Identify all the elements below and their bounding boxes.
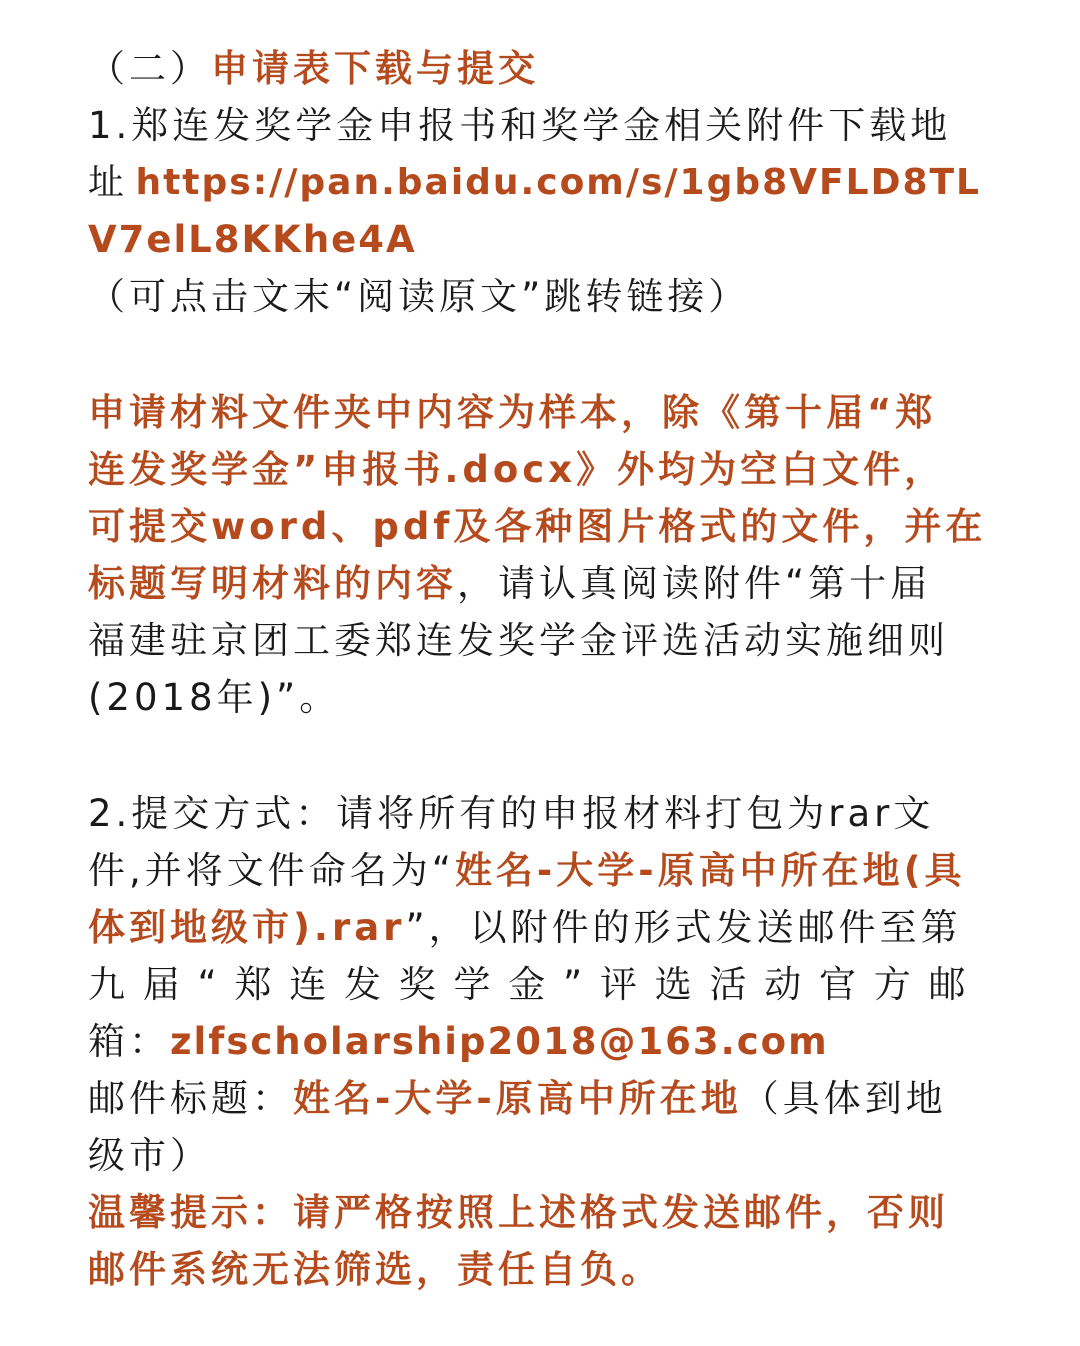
note-line-4	[88, 555, 994, 612]
submit-line-4	[88, 956, 994, 1013]
submit-line-5[interactable]	[88, 1013, 994, 1070]
download-text: 1.郑连发奖学金申报书和奖学金相关附件下载地	[88, 104, 952, 147]
subject-line-2	[88, 1127, 994, 1184]
download-url-line-2[interactable]	[88, 211, 994, 268]
download-url-line-1[interactable]	[88, 154, 994, 211]
note-line-1	[88, 384, 994, 441]
download-link[interactable]: https://pan.baidu.com/s/1gb8VFLD8TL	[135, 162, 981, 203]
paragraph-gap	[88, 726, 994, 785]
submit-text: 箱：	[88, 1020, 170, 1063]
submit-text: ”，以附件的形式发送邮件至第	[405, 906, 962, 949]
note-text: ，请认真阅读附件“第十届	[457, 562, 932, 605]
note-highlight: 申请材料文件夹中内容为样本，除《第十届“郑	[88, 391, 937, 434]
note-text: 福建驻京团工委郑连发奖学金评选活动实施细则	[88, 619, 949, 662]
tip-text: 邮件系统无法筛选，责任自负。	[88, 1248, 662, 1291]
submit-line-1	[88, 785, 994, 842]
submit-text: 件,并将文件命名为“	[88, 849, 455, 892]
note-line-2	[88, 441, 994, 498]
download-text-end: 址	[88, 162, 136, 203]
submit-text: 2.提交方式：请将所有的申报材料打包为rar文	[88, 792, 935, 835]
tip-line-2	[88, 1241, 994, 1298]
read-original-hint	[88, 268, 994, 325]
download-link-continued[interactable]: V7elL8KKhe4A	[88, 218, 417, 261]
subject-text: （具体到地	[741, 1077, 947, 1120]
section-title: 申请表下载与提交	[211, 47, 539, 90]
subject-label: 邮件标题：	[88, 1077, 293, 1120]
email-address[interactable]: zlfscholarship2018@163.com	[170, 1020, 829, 1063]
submit-text: 九 届 “ 郑 连 发 奖 学 金 ” 评 选 活 动 官 方 邮	[88, 963, 969, 1006]
section-heading	[88, 40, 994, 97]
filename-format: 体到地级市).rar	[88, 906, 406, 949]
filename-format: 姓名-大学-原高中所在地(具	[454, 849, 966, 892]
submit-line-2	[88, 842, 994, 899]
note-highlight: 标题写明材料的内容	[88, 562, 457, 605]
note-highlight: 连发奖学金”申报书.docx》外均为空白文件，	[88, 448, 946, 491]
subject-format: 姓名-大学-原高中所在地	[293, 1077, 742, 1120]
submit-line-3	[88, 899, 994, 956]
download-text-line-1	[88, 97, 994, 154]
hint-text: （可点击文末“阅读原文”跳转链接）	[88, 275, 750, 318]
section-number: （二）	[88, 47, 211, 90]
note-text: (2018年)”。	[88, 676, 341, 719]
tip-text: 温馨提示：请严格按照上述格式发送邮件，否则	[88, 1191, 949, 1234]
note-line-3	[88, 498, 994, 555]
subject-line-1	[88, 1070, 994, 1127]
note-line-6	[88, 669, 994, 726]
subject-text: 级市）	[88, 1134, 211, 1177]
tip-line-1	[88, 1184, 994, 1241]
note-line-5	[88, 612, 994, 669]
paragraph-gap	[88, 325, 994, 384]
note-highlight: 可提交word、pdf及各种图片格式的文件，并在	[88, 505, 987, 548]
